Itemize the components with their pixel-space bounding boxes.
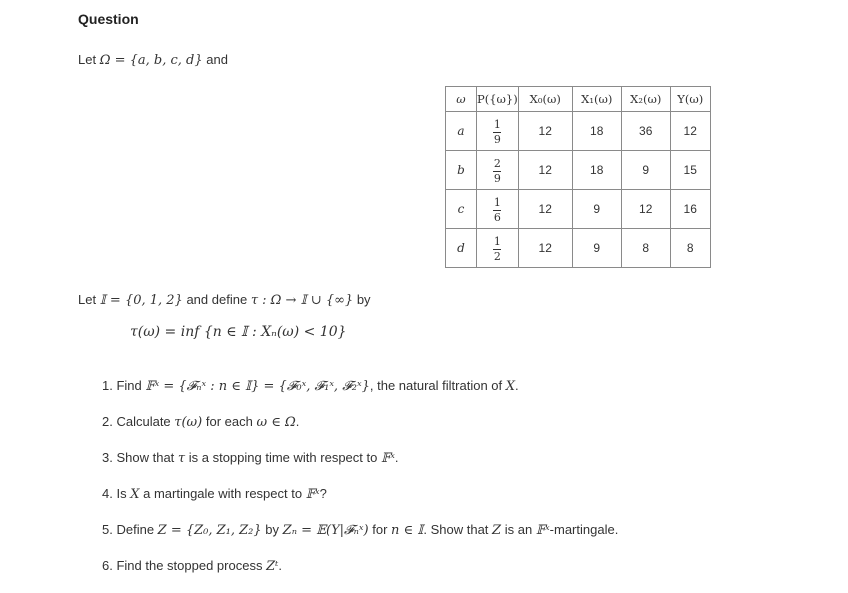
prob-numerator: 1 — [493, 117, 501, 131]
cell-x2: 12 — [621, 190, 670, 229]
definition-prefix: Let — [78, 292, 97, 307]
question-item — [102, 414, 299, 430]
question-text: . Show that — [423, 522, 489, 537]
question-number: 6. — [102, 558, 113, 573]
cell-prob — [477, 229, 519, 268]
cell-x1: 18 — [572, 151, 621, 190]
cell-omega: c — [446, 190, 477, 229]
question-number: 4. — [102, 486, 113, 501]
table-row — [446, 190, 711, 229]
question-number: 2. — [102, 414, 113, 429]
table-header-omega: ω — [446, 87, 477, 112]
question-text: is a stopping time with respect to — [188, 450, 378, 465]
probability-table — [445, 86, 711, 268]
tau-map: τ : Ω → 𝕀 ∪ {∞} — [250, 293, 354, 308]
question-item — [102, 450, 398, 466]
question-text: -martingale. — [549, 522, 619, 537]
question-math: Z = {Z₀, Z₁, Z₂} — [157, 523, 262, 538]
prob-numerator: 1 — [493, 195, 501, 209]
question-math: τ — [177, 451, 186, 466]
question-math: Zᵗ — [266, 559, 279, 574]
question-item — [102, 486, 327, 502]
cell-prob — [477, 190, 519, 229]
question-math: n ∈ 𝕀 — [391, 523, 424, 538]
question-text: . — [515, 378, 519, 393]
cell-x2: 9 — [621, 151, 670, 190]
cell-y: 12 — [670, 112, 710, 151]
intro-prefix: Let — [78, 52, 97, 67]
question-math: τ(ω) — [174, 415, 203, 430]
question-text: Find the stopped process — [116, 558, 263, 573]
cell-omega: a — [446, 112, 477, 151]
cell-x1: 18 — [572, 112, 621, 151]
question-text: Define — [116, 522, 155, 537]
cell-y: 15 — [670, 151, 710, 190]
prob-numerator: 2 — [493, 156, 501, 170]
prob-denominator: 6 — [493, 210, 501, 224]
intro-suffix: and — [206, 52, 228, 67]
table-header-x1: X₁(ω) — [572, 87, 621, 112]
question-item — [102, 522, 618, 538]
table-row — [446, 112, 711, 151]
question-text: ? — [319, 486, 327, 501]
question-number: 3. — [102, 450, 113, 465]
cell-prob — [477, 151, 519, 190]
cell-x2: 36 — [621, 112, 670, 151]
definition-middle: and define — [186, 292, 248, 307]
question-text: . — [278, 558, 282, 573]
question-text: . — [295, 414, 300, 429]
question-text: Calculate — [116, 414, 171, 429]
question-math: 𝔽ˣ — [305, 487, 320, 502]
question-item — [102, 378, 519, 394]
question-math: 𝔽ˣ — [380, 451, 395, 466]
question-math: 𝔽ˣ — [535, 523, 550, 538]
index-set: 𝕀 = {0, 1, 2} — [99, 293, 183, 308]
cell-x2: 8 — [621, 229, 670, 268]
table-row — [446, 229, 711, 268]
cell-x0: 12 — [518, 229, 572, 268]
table-header-row — [446, 87, 711, 112]
cell-x1: 9 — [572, 190, 621, 229]
cell-x0: 12 — [518, 190, 572, 229]
question-heading: Question — [78, 11, 139, 27]
cell-prob — [477, 112, 519, 151]
question-item — [102, 558, 282, 574]
tau-definition-display: τ(ω) = inf {n ∈ 𝕀 : Xₙ(ω) < 10} — [130, 324, 347, 340]
prob-numerator: 1 — [493, 234, 501, 248]
question-math: ω ∈ Ω — [256, 415, 296, 430]
question-number: 5. — [102, 522, 113, 537]
question-text: by — [265, 522, 280, 537]
table-header-prob: P({ω}) — [477, 87, 519, 112]
question-text: Find — [116, 378, 142, 393]
question-text: is an — [504, 522, 533, 537]
question-text: a martingale with respect to — [143, 486, 303, 501]
prob-denominator: 9 — [493, 171, 501, 185]
question-text: Is — [116, 486, 127, 501]
question-math: X — [130, 487, 140, 502]
question-text: for each — [205, 414, 253, 429]
definition-suffix: by — [356, 292, 371, 307]
table-header-x2: X₂(ω) — [621, 87, 670, 112]
definition-line — [78, 292, 371, 308]
question-text: . — [394, 450, 399, 465]
question-math: Zₙ = 𝔼(Y|𝓕ₙˣ) — [282, 523, 369, 538]
question-text: Show that — [116, 450, 175, 465]
question-text: for — [372, 522, 388, 537]
question-number: 1. — [102, 378, 113, 393]
table-header-x0: X₀(ω) — [518, 87, 572, 112]
question-math: 𝔽ˣ = {𝓕ₙˣ : n ∈ 𝕀} = {𝓕₀ˣ, 𝓕₁ˣ, 𝓕₂ˣ} — [145, 379, 370, 394]
cell-y: 16 — [670, 190, 710, 229]
question-math: X — [505, 379, 516, 394]
cell-x1: 9 — [572, 229, 621, 268]
table-header-y: Y(ω) — [670, 87, 710, 112]
cell-x0: 12 — [518, 151, 572, 190]
question-text: , the natural filtration of — [369, 378, 503, 393]
cell-omega: b — [446, 151, 477, 190]
cell-y: 8 — [670, 229, 710, 268]
prob-denominator: 2 — [493, 249, 501, 263]
intro-omega-set: Ω = {a, b, c, d} — [99, 53, 203, 68]
cell-x0: 12 — [518, 112, 572, 151]
question-math: Z — [492, 523, 502, 538]
prob-denominator: 9 — [493, 132, 501, 146]
cell-omega: d — [446, 229, 477, 268]
table-row — [446, 151, 711, 190]
intro-line — [78, 52, 228, 68]
